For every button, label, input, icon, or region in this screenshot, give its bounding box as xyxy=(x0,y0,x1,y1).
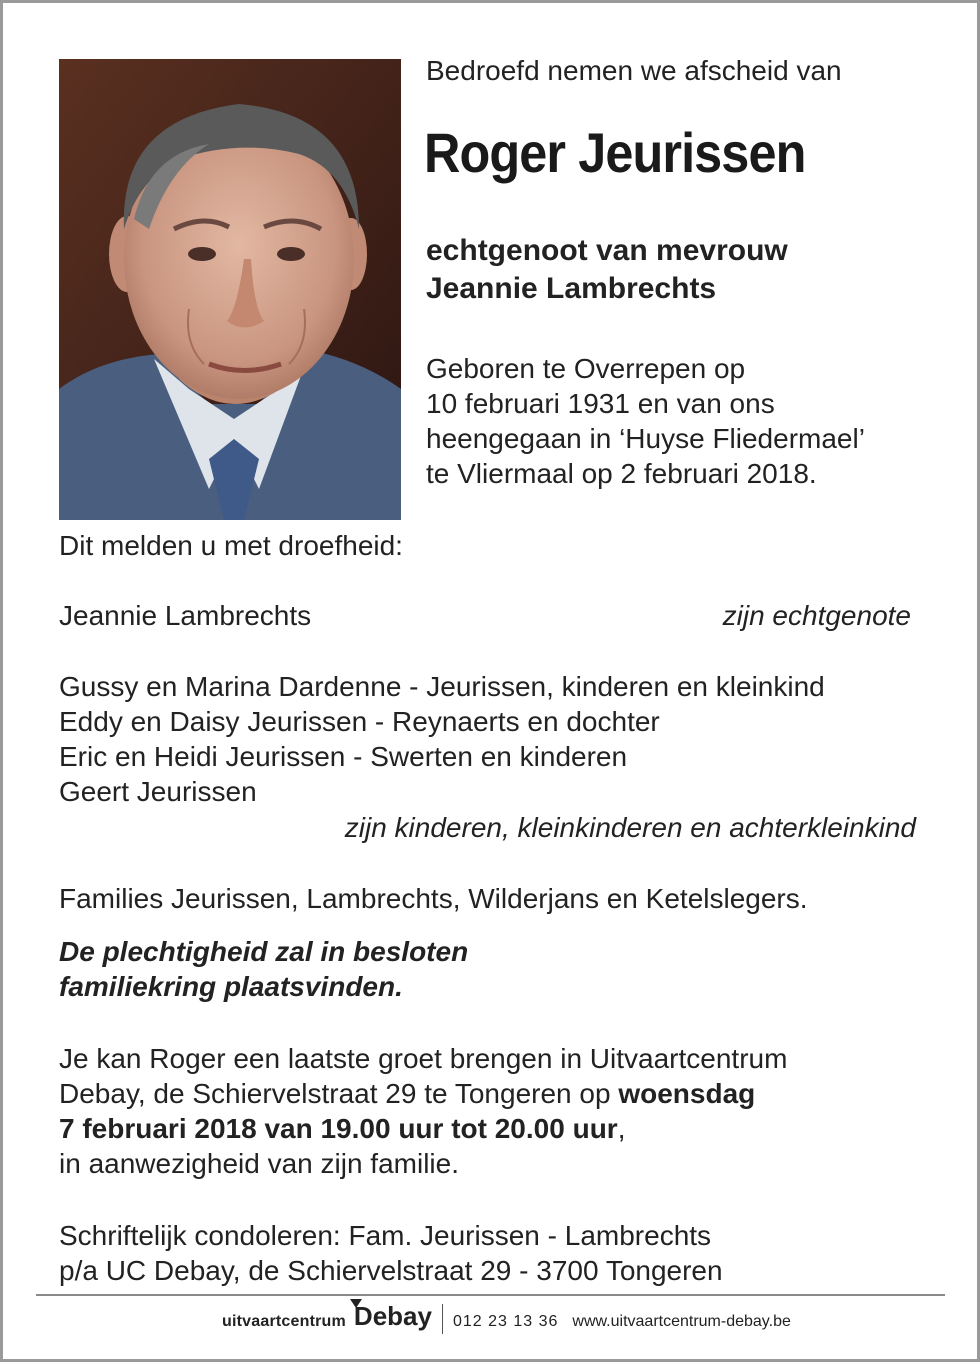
children-line: Eddy en Daisy Jeurissen - Reynaerts en dochter xyxy=(59,706,660,737)
birth-death-info xyxy=(426,351,865,491)
children-role: zijn kinderen, kleinkinderen en achterkleinkind xyxy=(344,812,916,843)
children-list xyxy=(59,669,825,809)
footer-phone: 012 23 13 36 xyxy=(452,1313,559,1330)
footer-divider xyxy=(36,1294,945,1296)
visit-info xyxy=(59,1041,787,1181)
deceased-name: Roger Jeurissen xyxy=(424,121,806,184)
condolence-line-1: Schriftelijk condoleren: Fam. Jeurissen - Lambrechts xyxy=(59,1220,712,1251)
spouse-line-2: Jeannie Lambrechts xyxy=(426,272,717,305)
footer xyxy=(222,1298,791,1334)
condolence-address xyxy=(59,1218,723,1288)
ceremony-line-1: De plechtigheid zal in besloten xyxy=(59,936,469,967)
portrait-photo xyxy=(59,59,401,520)
birth-line-3: heengegaan in ‘Huyse Fliedermael’ xyxy=(426,423,865,454)
ceremony-note xyxy=(59,934,468,1004)
spouse-row-name: Jeannie Lambrechts xyxy=(59,600,312,631)
visit-line-2 xyxy=(59,1076,787,1111)
children-line: Geert Jeurissen xyxy=(59,776,257,807)
birth-line-1: Geboren te Overrepen op xyxy=(426,353,746,384)
brand-small-text: uitvaartcentrum xyxy=(222,1313,346,1330)
visit-line-3 xyxy=(59,1111,787,1146)
footer-website[interactable]: www.uitvaartcentrum-debay.be xyxy=(572,1313,791,1330)
intro-text: Bedroefd nemen we afscheid van xyxy=(426,55,842,86)
visit-datetime: 7 februari 2018 van 19.00 uur tot 20.00 uur xyxy=(59,1113,618,1144)
brand-name: Debay xyxy=(353,1300,432,1331)
condolence-line-2: p/a UC Debay, de Schiervelstraat 29 - 3700 Tongeren xyxy=(59,1255,723,1286)
footer-separator xyxy=(442,1304,443,1334)
birth-line-2: 10 februari 1931 en van ons xyxy=(426,388,775,419)
visit-line-1: Je kan Roger een laatste groet brengen in Uitvaartcentrum xyxy=(59,1043,788,1074)
visit-line-2-plain: Debay, de Schiervelstraat 29 te Tongeren op xyxy=(59,1078,619,1109)
children-line: Eric en Heidi Jeurissen - Swerten en kinderen xyxy=(59,741,628,772)
ceremony-line-2: familiekring plaatsvinden. xyxy=(59,971,403,1002)
visit-day: woensdag xyxy=(618,1078,756,1109)
announcement: Dit melden u met droefheid: xyxy=(59,530,403,561)
children-line: Gussy en Marina Dardenne - Jeurissen, kinderen en kleinkind xyxy=(59,671,825,702)
birth-line-4: te Vliermaal op 2 februari 2018. xyxy=(426,458,817,489)
visit-line-3-plain: , xyxy=(617,1113,626,1144)
brand-logo xyxy=(354,1301,432,1332)
spouse-row-role: zijn echtgenote xyxy=(722,600,911,631)
spouse-line-1: echtgenoot van mevrouw xyxy=(426,234,788,267)
families-line: Families Jeurissen, Lambrechts, Wilderjans en Ketelslegers. xyxy=(59,883,808,914)
logo-triangle-icon xyxy=(350,1299,362,1308)
spouse-heading xyxy=(426,232,788,308)
spouse-row xyxy=(59,598,911,633)
visit-line-4: in aanwezigheid van zijn familie. xyxy=(59,1148,459,1179)
